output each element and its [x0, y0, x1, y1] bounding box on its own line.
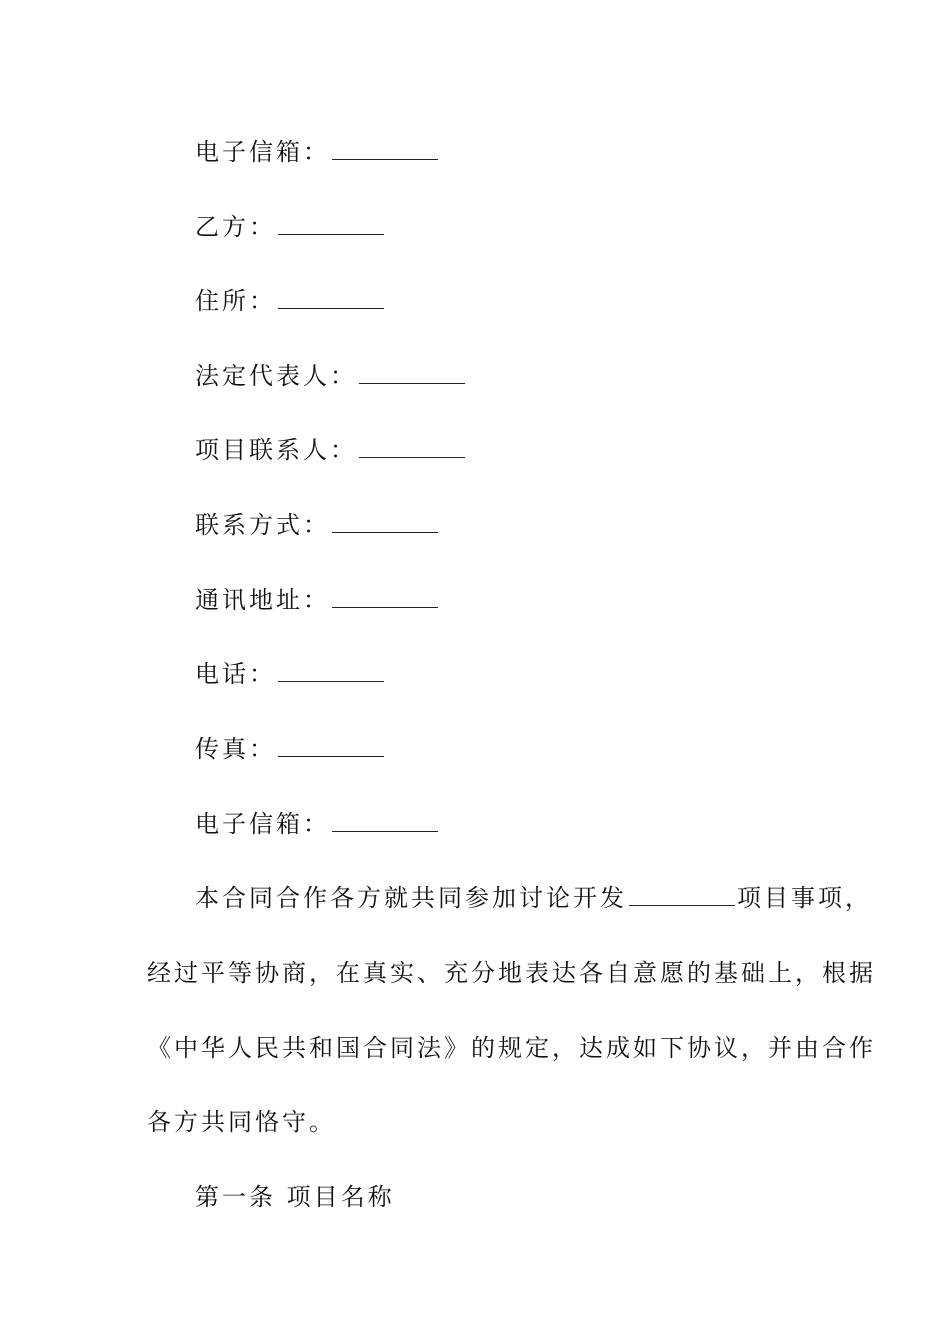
paragraph-line-1: [195, 882, 872, 914]
field-phone: [195, 658, 386, 690]
field-email-1: [195, 136, 440, 168]
paragraph-text: 项目事项，: [737, 884, 872, 912]
project-name-blank[interactable]: [629, 883, 735, 906]
fill-in-blank[interactable]: [332, 585, 438, 608]
fill-in-blank[interactable]: [278, 659, 384, 682]
field-email-2: [195, 808, 440, 840]
fill-in-blank[interactable]: [278, 286, 384, 309]
field-label: 传真：: [195, 735, 276, 763]
fill-in-blank[interactable]: [278, 212, 384, 235]
field-label: 联系方式：: [195, 511, 330, 539]
field-label: 通讯地址：: [195, 586, 330, 614]
field-label: 住所：: [195, 287, 276, 315]
fill-in-blank[interactable]: [332, 809, 438, 832]
paragraph-line-4: 各方共同恪守。: [147, 1108, 336, 1136]
fill-in-blank[interactable]: [332, 137, 438, 160]
article-heading: 第一条 项目名称: [195, 1183, 395, 1211]
fill-in-blank[interactable]: [278, 734, 384, 757]
paragraph-line-2: 经过平等协商，在真实、充分地表达各自意愿的基础上，根据: [147, 959, 876, 987]
field-address: [195, 285, 386, 317]
field-legal-representative: [195, 360, 467, 392]
paragraph-text: 本合同合作各方就共同参加讨论开发: [195, 884, 627, 912]
fill-in-blank[interactable]: [359, 361, 465, 384]
field-project-contact: [195, 434, 467, 466]
field-label: 电子信箱：: [195, 810, 330, 838]
field-fax: [195, 733, 386, 765]
fill-in-blank[interactable]: [359, 435, 465, 458]
field-label: 项目联系人：: [195, 436, 357, 464]
field-party-b: [195, 211, 386, 243]
field-label: 电子信箱：: [195, 138, 330, 166]
field-label: 乙方：: [195, 213, 276, 241]
field-mailing-address: [195, 584, 440, 616]
paragraph-line-3: 《中华人民共和国合同法》的规定，达成如下协议，并由合作: [147, 1034, 876, 1062]
field-label: 法定代表人：: [195, 362, 357, 390]
field-contact-method: [195, 509, 440, 541]
fill-in-blank[interactable]: [332, 510, 438, 533]
field-label: 电话：: [195, 660, 276, 688]
